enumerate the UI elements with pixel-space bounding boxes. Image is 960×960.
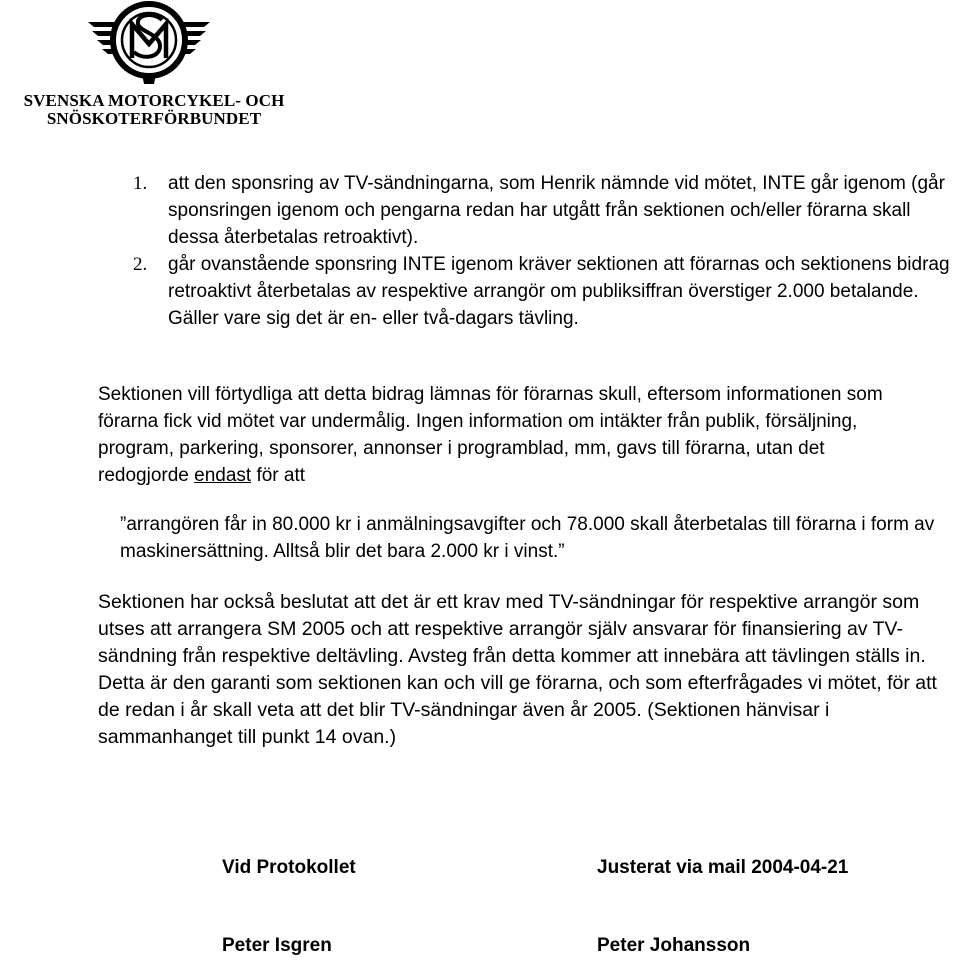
numbered-list [133, 170, 953, 332]
signature-title-adjusted: Justerat via mail 2004-04-21 [597, 857, 849, 878]
paragraph-clarification [98, 381, 898, 489]
paragraph-clarification-text: Sektionen vill förtydliga att detta bidrag lämnas för förarnas skull, eftersom informationen som förarna fick vid mötet var undermålig. Ingen information om intäkter från publik, försäljning, program, parkering, sponsorer, annonser i programblad, mm, gavs till förarna, utan det redogjorde [98, 384, 883, 486]
quoted-statement: ”arrangören får in 80.000 kr i anmälningsavgifter och 78.000 skall återbetalas till förarna i form av maskinersättning. Alltså blir det bara 2.000 kr i vinst.” [120, 514, 935, 562]
organization-name-line1: SVENSKA MOTORCYKEL- OCH [23, 91, 285, 110]
list-item-text: att den sponsring av TV-sändningarna, som Henrik nämnde vid mötet, INTE går igenom (går sponsringen igenom och pengarna redan har utgått från sektionen och/eller förarna skall dessa återbetalas retroaktivt). [168, 173, 945, 248]
signature-title-protocol: Vid Protokollet [222, 857, 356, 878]
underlined-word: endast [194, 465, 252, 486]
list-item-number: 1. [133, 173, 148, 194]
paragraph-decision: Sektionen har också beslutat att det är ett krav med TV-sändningar för respektive arrangör som utses att arrangera SM 2005 och att respektive arrangör själv ansvarar för finansiering av TV-sändning från respektive deltävling. Avsteg från detta kommer att innebära att tävlingen ställs in. Detta är den garanti som sektionen kan och vill ge förarna, och som efterfrågades vi mötet, för att de redan i år skall veta att det blir TV-sändningar även år 2005. (Sektionen hänvisar i sammanhanget till punkt 14 ovan.) [98, 591, 937, 748]
sms-logo [84, 0, 214, 84]
list-item [133, 251, 953, 332]
signature-name-right: Peter Johansson [597, 935, 751, 956]
list-item [133, 170, 953, 251]
paragraph-clarification-end: för att [251, 465, 306, 486]
list-item-number: 2. [133, 254, 148, 275]
organization-name-line2: SNÖSKOTERFÖRBUNDET [46, 109, 262, 128]
organization-name [4, 92, 304, 128]
list-item-text: går ovanstående sponsring INTE igenom kräver sektionen att förarnas och sektionens bidrag retroaktivt återbetalas av respektive arrangör om publiksiffran överstiger 2.000 betalande. Gäller vare sig det är en- eller två-dagars tävling. [168, 254, 950, 329]
signature-name-left: Peter Isgren [222, 935, 332, 956]
